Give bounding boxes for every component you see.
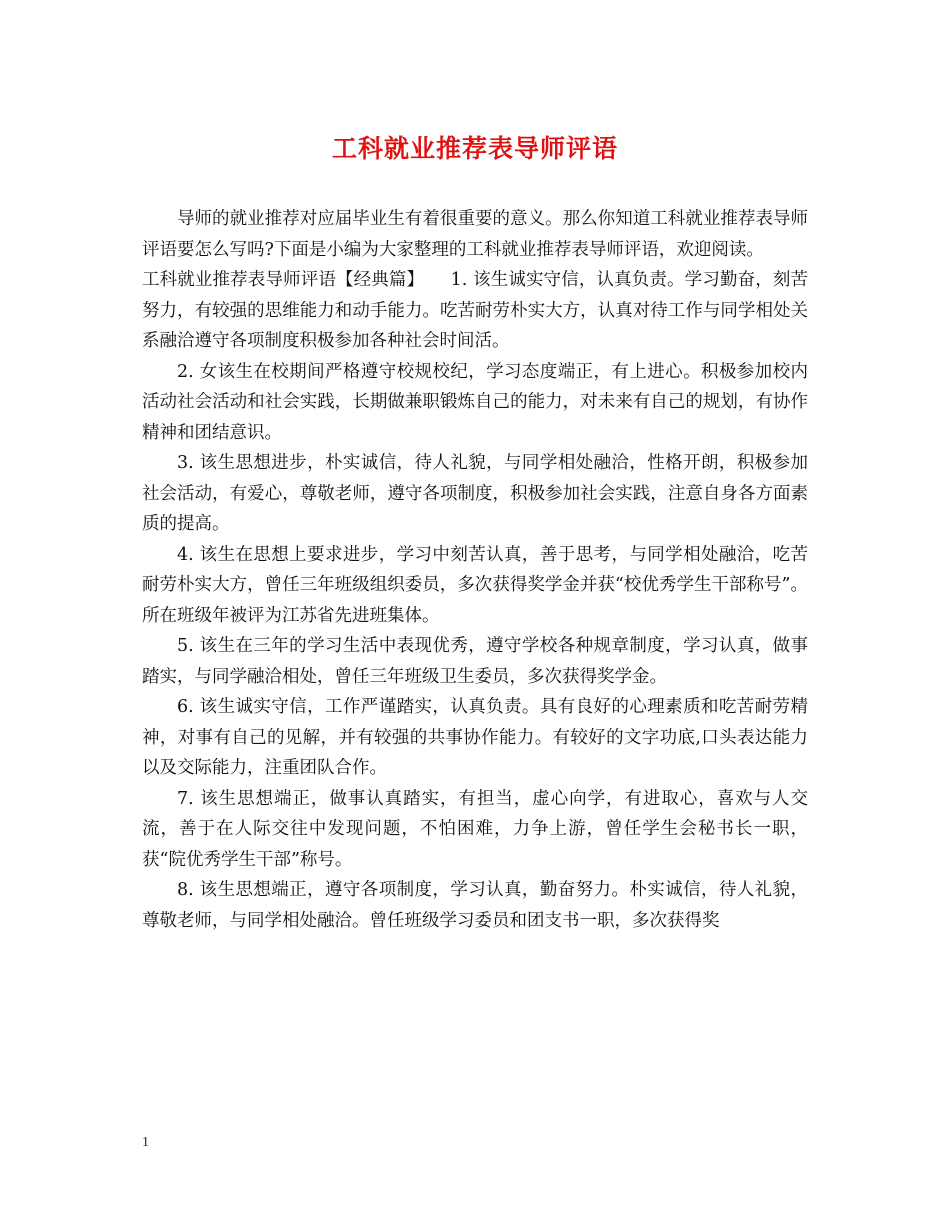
comment-item-5: 5. 该生在三年的学习生活中表现优秀，遵守学校各种规章制度，学习认真，做事踏实，与同学融洽相处，曾任三年班级卫生委员，多次获得奖学金。	[142, 636, 808, 687]
comment-item-2: 2. 女该生在校期间严格遵守校规校纪，学习态度端正，有上进心。积极参加校内活动社会活动和社会实践，长期做兼职锻炼自己的能力，对未来有自己的规划，有协作精神和团结意识。	[142, 361, 808, 443]
page-number: 1	[142, 1135, 149, 1150]
comment-item-7: 7. 该生思想端正，做事认真踏实，有担当，虚心向学，有进取心，喜欢与人交流，善于在人际交往中发现问题，不怕困难，力争上游，曾任学生会秘书长一职，获“院优秀学生干部”称号。	[142, 788, 808, 870]
section-paragraph: 工科就业推荐表导师评语【经典篇】 1. 该生诚实守信，认真负责。学习勤奋，刻苦努力，有较强的思维能力和动手能力。吃苦耐劳朴实大方，认真对待工作与同学相处关系融洽遵守各项制度积极参加各种社会时间活。	[142, 270, 808, 351]
comment-item-6: 6. 该生诚实守信，工作严谨踏实，认真负责。具有良好的心理素质和吃苦耐劳精神，对事有自己的见解，并有较强的共事协作能力。有较好的文字功底,口头表达能力以及交际能力，注重团队合作。	[142, 697, 808, 778]
comment-item-8: 8. 该生思想端正，遵守各项制度，学习认真，勤奋努力。朴实诚信，待人礼貌，尊敬老师，与同学相处融洽。曾任班级学习委员和团支书一职，多次获得奖	[142, 880, 808, 931]
intro-paragraph: 导师的就业推荐对应届毕业生有着很重要的意义。那么你知道工科就业推荐表导师评语要怎么写吗?下面是小编为大家整理的工科就业推荐表导师评语，欢迎阅读。	[142, 209, 808, 260]
page-title: 工科就业推荐表导师评语	[331, 134, 618, 163]
document-body	[142, 204, 808, 936]
comment-item-3: 3. 该生思想进步，朴实诚信，待人礼貌，与同学相处融洽，性格开朗，积极参加社会活动，有爱心，尊敬老师，遵守各项制度，积极参加社会实践，注意自身各方面素质的提高。	[142, 453, 808, 534]
comment-item-4: 4. 该生在思想上要求进步，学习中刻苦认真，善于思考，与同学相处融洽，吃苦耐劳朴实大方，曾任三年班级组织委员，多次获得奖学金并获“校优秀学生干部称号”。所在班级年被评为江苏省先进班集体。	[142, 544, 808, 626]
